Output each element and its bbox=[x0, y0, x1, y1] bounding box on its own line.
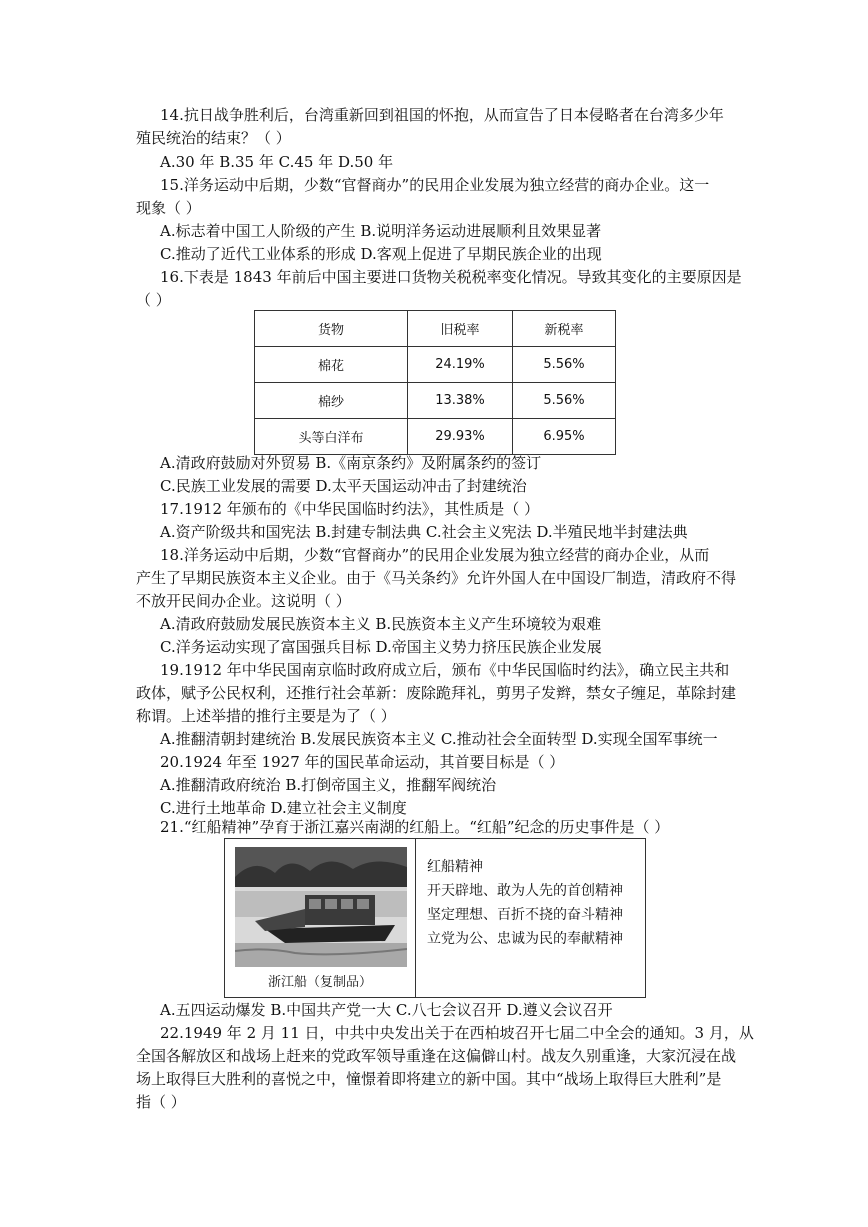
table-header-cell: 旧税率 bbox=[408, 311, 513, 347]
q14-stem-line1: 14.抗日战争胜利后，台湾重新回到祖国的怀抱，从而宣告了日本侵略者在台湾多少年 bbox=[160, 106, 724, 124]
q19-stem-line1: 19.1912 年中华民国南京临时政府成立后，颁布《中华民国临时约法》，确立民主共和 bbox=[160, 661, 730, 679]
table-row bbox=[255, 347, 616, 383]
q15-options-cd: C.推动了近代工业体系的形成 D.客观上促进了早期民族企业的出现 bbox=[160, 245, 602, 263]
q22-stem-line1: 22.1949 年 2 月 11 日，中共中央发出关于在西柏坡召开七届二中全会的通知。3 月，从 bbox=[160, 1024, 754, 1042]
q14-options: A.30 年 B.35 年 C.45 年 D.50 年 bbox=[160, 153, 394, 171]
q16-options-cd: C.民族工业发展的需要 D.太平天国运动冲击了封建统治 bbox=[160, 477, 527, 495]
table-row bbox=[255, 383, 616, 419]
q15-stem-line2: 现象（ ） bbox=[136, 199, 201, 217]
q18-stem-line3: 不放开民间办企业。这说明（ ） bbox=[136, 592, 351, 610]
q18-stem-line2: 产生了早期民族资本主义企业。由于《马关条约》允许外国人在中国设厂制造，清政府不得 bbox=[136, 569, 737, 587]
table-row bbox=[255, 419, 616, 455]
q22-stem-line2: 全国各解放区和战场上赶来的党政军领导重逢在这偏僻山村。战友久别重逢，大家沉浸在战 bbox=[136, 1047, 737, 1065]
table-header-cell: 新税率 bbox=[513, 311, 616, 347]
q20-options-ab: A.推翻清政府统治 B.打倒帝国主义，推翻军阀统治 bbox=[160, 776, 497, 794]
spirit-line2: 坚定理想、百折不挠的奋斗精神 bbox=[427, 907, 623, 923]
spirit-title: 红船精神 bbox=[427, 859, 483, 875]
q19-options: A.推翻清朝封建统治 B.发展民族资本主义 C.推动社会全面转型 D.实现全国军事统一 bbox=[160, 730, 718, 748]
table-header-row bbox=[255, 311, 616, 347]
photo-caption: 浙江船（复制品） bbox=[267, 975, 372, 990]
table-cell: 24.19% bbox=[408, 347, 513, 383]
spirit-line1: 开天辟地、敢为人先的首创精神 bbox=[427, 883, 623, 899]
q21-options: A.五四运动爆发 B.中国共产党一大 C.八七会议召开 D.遵义会议召开 bbox=[160, 1001, 613, 1019]
table-cell: 5.56% bbox=[513, 347, 616, 383]
table-header-cell: 货物 bbox=[255, 311, 408, 347]
q15-options-ab: A.标志着中国工人阶级的产生 B.说明洋务运动进展顺利且效果显著 bbox=[160, 222, 602, 240]
table-cell: 棉花 bbox=[255, 347, 408, 383]
table-cell: 棉纱 bbox=[255, 383, 408, 419]
q16-stem-line1: 16.下表是 1843 年前后中国主要进口货物关税税率变化情况。导致其变化的主要原因是 bbox=[160, 268, 742, 286]
q17-options: A.资产阶级共和国宪法 B.封建专制法典 C.社会主义宪法 D.半殖民地半封建法典 bbox=[160, 523, 688, 541]
tariff-table bbox=[254, 310, 616, 455]
q18-options-cd: C.洋务运动实现了富国强兵目标 D.帝国主义势力挤压民族企业发展 bbox=[160, 638, 602, 656]
q18-stem-line1: 18.洋务运动中后期，少数“官督商办”的民用企业发展为独立经营的商办企业，从而 bbox=[160, 546, 710, 564]
boat-photo bbox=[235, 847, 407, 967]
q22-stem-line4: 指（ ） bbox=[136, 1093, 186, 1111]
table-cell: 5.56% bbox=[513, 383, 616, 419]
q18-options-ab: A.清政府鼓励发展民族资本主义 B.民族资本主义产生环境较为艰难 bbox=[160, 615, 602, 633]
figure-divider bbox=[415, 839, 416, 997]
q20-stem: 20.1924 年至 1927 年的国民革命运动，其首要目标是（ ） bbox=[160, 753, 565, 771]
q19-stem-line2: 政体，赋予公民权利，还推行社会革新：废除跪拜礼，剪男子发辫，禁女子缠足，革除封建 bbox=[136, 684, 737, 702]
q15-stem-line1: 15.洋务运动中后期，少数“官督商办”的民用企业发展为独立经营的商办企业。这一 bbox=[160, 176, 710, 194]
q17-stem: 17.1912 年颁布的《中华民国临时约法》，其性质是（ ） bbox=[160, 500, 540, 518]
q22-stem-line3: 场上取得巨大胜利的喜悦之中，憧憬着即将建立的新中国。其中“战场上取得巨大胜利”是 bbox=[136, 1070, 722, 1088]
spirit-line3: 立党为公、忠诚为民的奉献精神 bbox=[427, 931, 623, 947]
table-cell: 29.93% bbox=[408, 419, 513, 455]
table-cell: 13.38% bbox=[408, 383, 513, 419]
q16-stem-line2: （ ） bbox=[136, 291, 171, 309]
q19-stem-line3: 称谓。上述举措的推行主要是为了（ ） bbox=[136, 707, 396, 725]
q20-options-cd: C.进行土地革命 D.建立社会主义制度 bbox=[160, 799, 407, 817]
table-cell: 6.95% bbox=[513, 419, 616, 455]
red-boat-figure bbox=[224, 838, 646, 998]
q16-options-ab: A.清政府鼓励对外贸易 B.《南京条约》及附属条约的签订 bbox=[160, 454, 542, 472]
q14-stem-line2: 殖民统治的结束？（ ） bbox=[136, 129, 291, 147]
table-cell: 头等白洋布 bbox=[255, 419, 408, 455]
q21-stem: 21.“红船精神”孕育于浙江嘉兴南湖的红船上。“红船”纪念的历史事件是（ ） bbox=[160, 818, 670, 836]
